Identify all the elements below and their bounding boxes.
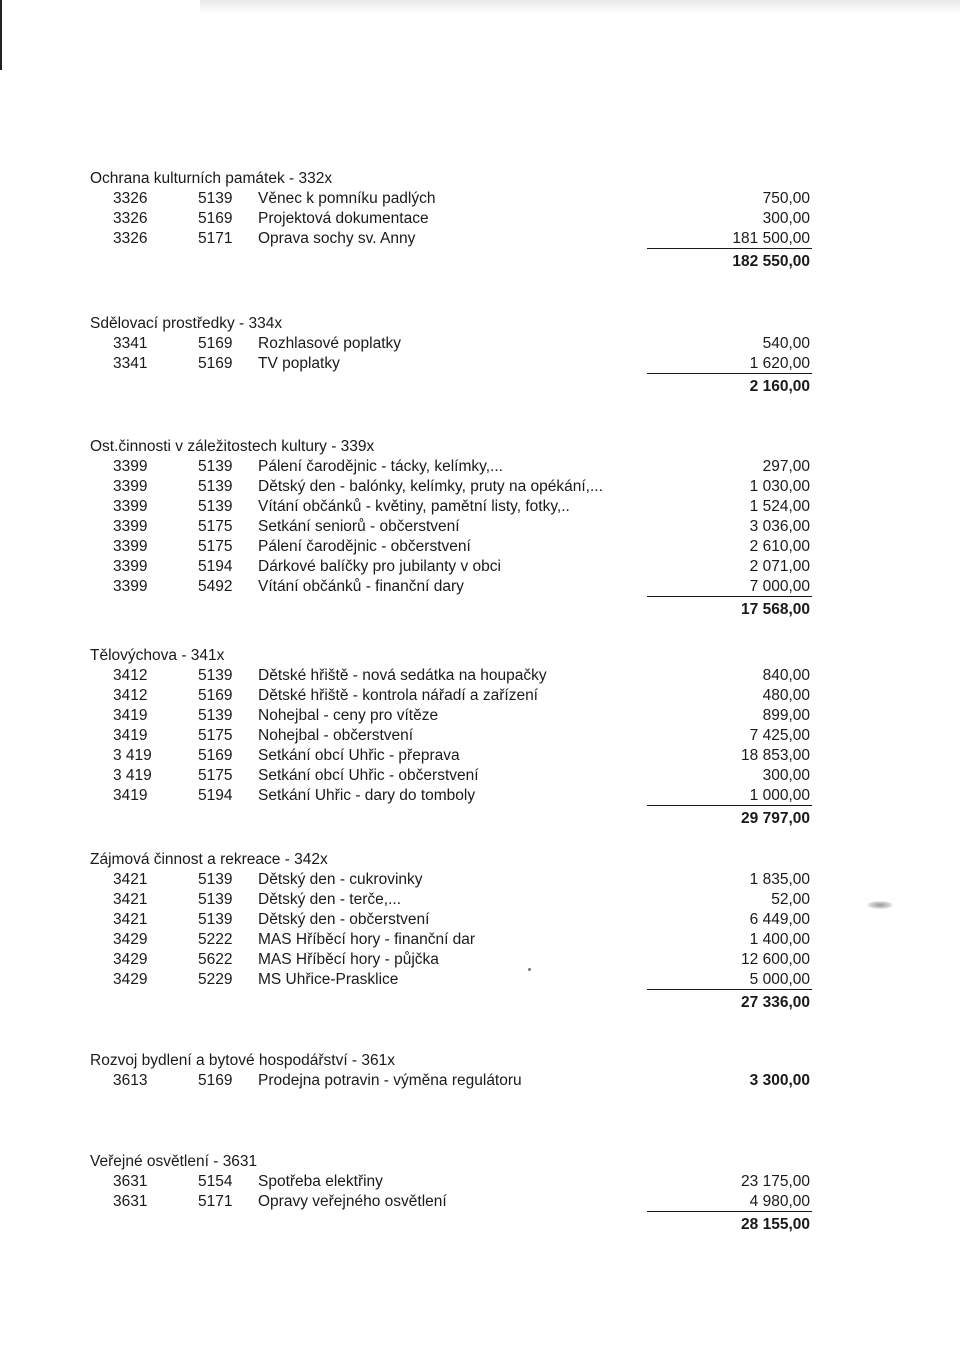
item-amount: 7 000,00 — [749, 578, 810, 595]
item-code: 5139 — [198, 190, 233, 207]
item-amount: 3 036,00 — [749, 518, 810, 535]
paragraph-code: 3631 — [113, 1193, 148, 1210]
item-code: 5622 — [198, 951, 233, 968]
item-code: 5492 — [198, 578, 233, 595]
section-title: Ochrana kulturních památek - 332x — [90, 170, 333, 187]
item-description: Rozhlasové poplatky — [258, 335, 402, 352]
item-description: Setkání obcí Uhřic - občerstvení — [258, 767, 479, 784]
paragraph-code: 3399 — [113, 518, 148, 535]
item-code: 5175 — [198, 518, 233, 535]
paragraph-code: 3 419 — [113, 747, 152, 764]
scan-edge — [0, 0, 2, 70]
section-total: 2 160,00 — [749, 378, 810, 395]
section-total-row — [90, 1212, 810, 1238]
section-332x — [90, 169, 810, 275]
table-row — [90, 666, 810, 686]
paragraph-code: 3421 — [113, 871, 148, 888]
section-title: Ost.činnosti v záležitostech kultury - 339x — [90, 438, 375, 455]
paragraph-code: 3429 — [113, 951, 148, 968]
item-amount: 6 449,00 — [749, 911, 810, 928]
table-row — [90, 189, 810, 209]
section-title: Tělovýchova - 341x — [90, 647, 225, 664]
item-amount: 1 000,00 — [749, 787, 810, 804]
table-row — [90, 557, 810, 577]
item-amount: 2 610,00 — [749, 538, 810, 555]
item-code: 5139 — [198, 871, 233, 888]
item-amount: 1 835,00 — [749, 871, 810, 888]
item-description: Projektová dokumentace — [258, 210, 429, 227]
item-code: 5169 — [198, 210, 233, 227]
table-row — [90, 354, 810, 374]
item-code: 5139 — [198, 458, 233, 475]
item-description: Dárkové balíčky pro jubilanty v obci — [258, 558, 501, 575]
section-total: 29 797,00 — [741, 810, 810, 827]
section-3631 — [90, 1152, 810, 1238]
item-code: 5169 — [198, 335, 233, 352]
section-total: 3 300,00 — [749, 1072, 810, 1089]
item-description: Vítání občánků - finanční dary — [258, 578, 464, 595]
table-row — [90, 334, 810, 354]
section-title: Rozvoj bydlení a bytové hospodářství - 361x — [90, 1052, 396, 1069]
item-description: MAS Hříběcí hory - finanční dar — [258, 931, 476, 948]
paragraph-code: 3399 — [113, 458, 148, 475]
item-description: Dětský den - balónky, kelímky, pruty na opékání,... — [258, 478, 603, 495]
item-code: 5194 — [198, 558, 233, 575]
paragraph-code: 3631 — [113, 1173, 148, 1190]
item-amount: 7 425,00 — [749, 727, 810, 744]
item-code: 5169 — [198, 687, 233, 704]
table-row — [90, 517, 810, 537]
table-row — [90, 870, 810, 890]
table-row — [90, 766, 810, 786]
table-row — [90, 910, 810, 930]
item-description: Pálení čarodějnic - tácky, kelímky,... — [258, 458, 503, 475]
item-description: Dětský den - občerstvení — [258, 911, 430, 928]
paragraph-code: 3399 — [113, 558, 148, 575]
item-description: Oprava sochy sv. Anny — [258, 230, 416, 247]
item-code: 5169 — [198, 355, 233, 372]
item-code: 5175 — [198, 767, 233, 784]
paragraph-code: 3429 — [113, 931, 148, 948]
table-row — [90, 209, 810, 229]
paragraph-code: 3326 — [113, 230, 148, 247]
item-description: Setkání Uhřic - dary do tomboly — [258, 787, 476, 804]
item-code: 5169 — [198, 1072, 233, 1089]
item-code: 5139 — [198, 707, 233, 724]
section-title: Veřejné osvětlení - 3631 — [90, 1153, 258, 1170]
item-amount: 52,00 — [771, 891, 810, 908]
item-description: Dětský den - terče,... — [258, 891, 401, 908]
item-code: 5139 — [198, 667, 233, 684]
item-code: 5175 — [198, 727, 233, 744]
paragraph-code: 3613 — [113, 1072, 148, 1089]
table-row — [90, 786, 810, 806]
item-code: 5229 — [198, 971, 233, 988]
section-total: 28 155,00 — [741, 1216, 810, 1233]
paragraph-code: 3326 — [113, 210, 148, 227]
item-amount: 5 000,00 — [749, 971, 810, 988]
table-row — [90, 1192, 810, 1212]
item-description: Pálení čarodějnic - občerstvení — [258, 538, 471, 555]
paragraph-code: 3429 — [113, 971, 148, 988]
item-description: Vítání občánků - květiny, pamětní listy, fotky,.. — [258, 498, 570, 515]
item-code: 5139 — [198, 498, 233, 515]
table-row — [90, 229, 810, 249]
table-row — [90, 477, 810, 497]
item-amount: 297,00 — [762, 458, 810, 475]
item-code: 5171 — [198, 230, 233, 247]
item-description: Prodejna potravin - výměna regulátoru — [258, 1072, 522, 1089]
item-code: 5222 — [198, 931, 233, 948]
table-row — [90, 970, 810, 990]
scan-smudge — [867, 901, 893, 909]
section-total-row — [90, 990, 810, 1016]
item-description: TV poplatky — [258, 355, 340, 372]
item-amount: 2 071,00 — [749, 558, 810, 575]
item-amount: 480,00 — [762, 687, 810, 704]
item-amount: 1 030,00 — [749, 478, 810, 495]
table-row — [90, 1071, 810, 1091]
item-description: Dětský den - cukrovinky — [258, 871, 423, 888]
item-code: 5154 — [198, 1173, 233, 1190]
table-row — [90, 1172, 810, 1192]
item-description: Nohejbal - ceny pro vítěze — [258, 707, 439, 724]
item-amount: 18 853,00 — [741, 747, 810, 764]
table-row — [90, 686, 810, 706]
table-row — [90, 930, 810, 950]
item-description: Dětské hřiště - kontrola nářadí a zařízení — [258, 687, 538, 704]
section-total-row — [90, 374, 810, 400]
item-amount: 181 500,00 — [732, 230, 810, 247]
paragraph-code: 3399 — [113, 498, 148, 515]
item-amount: 4 980,00 — [749, 1193, 810, 1210]
item-amount: 1 620,00 — [749, 355, 810, 372]
item-amount: 1 524,00 — [749, 498, 810, 515]
section-total-row — [90, 249, 810, 275]
item-code: 5171 — [198, 1193, 233, 1210]
paragraph-code: 3399 — [113, 538, 148, 555]
section-339x — [90, 437, 810, 623]
table-row — [90, 497, 810, 517]
item-amount: 12 600,00 — [741, 951, 810, 968]
paragraph-code: 3419 — [113, 707, 148, 724]
table-row — [90, 577, 810, 597]
item-amount: 23 175,00 — [741, 1173, 810, 1190]
table-row — [90, 706, 810, 726]
paragraph-code: 3341 — [113, 355, 148, 372]
item-amount: 300,00 — [762, 767, 810, 784]
item-code: 5139 — [198, 478, 233, 495]
paragraph-code: 3326 — [113, 190, 148, 207]
item-description: MAS Hříběcí hory - půjčka — [258, 951, 439, 968]
item-description: Věnec k pomníku padlých — [258, 190, 436, 207]
section-341x — [90, 646, 810, 832]
paragraph-code: 3419 — [113, 727, 148, 744]
table-row — [90, 950, 810, 970]
item-code: 5194 — [198, 787, 233, 804]
table-row — [90, 537, 810, 557]
table-row — [90, 746, 810, 766]
section-total: 27 336,00 — [741, 994, 810, 1011]
paragraph-code: 3412 — [113, 687, 148, 704]
item-code: 5139 — [198, 911, 233, 928]
item-amount: 1 400,00 — [749, 931, 810, 948]
section-title: Zájmová činnost a rekreace - 342x — [90, 851, 328, 868]
section-342x — [90, 850, 810, 1016]
scan-shading — [200, 0, 960, 14]
item-description: MS Uhřice-Prasklice — [258, 971, 399, 988]
item-description: Opravy veřejného osvětlení — [258, 1193, 447, 1210]
section-total: 182 550,00 — [732, 253, 810, 270]
item-description: Setkání seniorů - občerstvení — [258, 518, 460, 535]
item-code: 5175 — [198, 538, 233, 555]
section-334x — [90, 314, 810, 400]
paragraph-code: 3421 — [113, 911, 148, 928]
item-description: Setkání obcí Uhřic - přeprava — [258, 747, 460, 764]
item-description: Spotřeba elektřiny — [258, 1173, 383, 1190]
item-amount: 540,00 — [762, 335, 810, 352]
section-total: 17 568,00 — [741, 601, 810, 618]
item-amount: 899,00 — [762, 707, 810, 724]
item-amount: 840,00 — [762, 667, 810, 684]
paragraph-code: 3399 — [113, 478, 148, 495]
paragraph-code: 3412 — [113, 667, 148, 684]
item-amount: 300,00 — [762, 210, 810, 227]
section-total-row — [90, 806, 810, 832]
paragraph-code: 3421 — [113, 891, 148, 908]
item-description: Dětské hřiště - nová sedátka na houpačky — [258, 667, 547, 684]
paragraph-code: 3341 — [113, 335, 148, 352]
item-code: 5169 — [198, 747, 233, 764]
section-361x — [90, 1051, 810, 1091]
item-code: 5139 — [198, 891, 233, 908]
item-amount: 750,00 — [762, 190, 810, 207]
paragraph-code: 3399 — [113, 578, 148, 595]
section-total-row — [90, 597, 810, 623]
item-description: Nohejbal - občerstvení — [258, 727, 414, 744]
section-title: Sdělovací prostředky - 334x — [90, 315, 283, 332]
paragraph-code: 3419 — [113, 787, 148, 804]
table-row — [90, 457, 810, 477]
table-row — [90, 726, 810, 746]
table-row — [90, 890, 810, 910]
paragraph-code: 3 419 — [113, 767, 152, 784]
